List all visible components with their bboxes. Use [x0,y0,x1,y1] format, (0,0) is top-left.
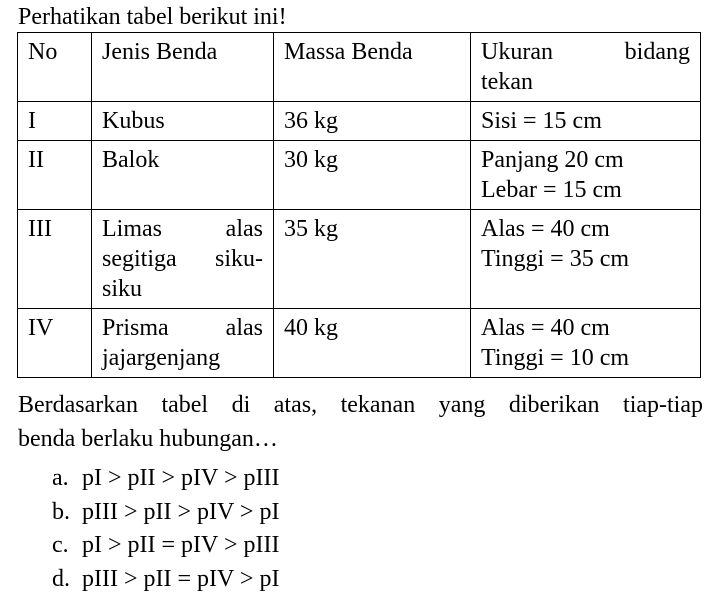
table-row [18,141,701,210]
cell-ukuran [471,210,701,309]
cell-massa: 35 kg [274,210,471,309]
cell-massa: 40 kg [274,309,471,378]
header-ukuran-line2: tekan [481,69,533,95]
answer-option-d[interactable] [52,563,279,597]
header-ukuran-bidang-tekan [471,33,701,102]
table-row [18,309,701,378]
table-row [18,102,701,141]
option-text: pI > pII > pIV > pIII [82,465,280,491]
cell-jenis [92,210,274,309]
cell-no: II [18,141,92,210]
option-letter: c. [52,532,69,558]
intro-text: Perhatikan tabel berikut ini! [18,4,287,30]
cell-ukuran-line: Tinggi = 35 cm [481,246,630,272]
cell-ukuran [471,141,701,210]
cell-jenis-line: Kubus [102,108,165,134]
cell-ukuran-line: Alas = 40 cm [481,216,610,242]
cell-massa: 36 kg [274,102,471,141]
header-ukuran-word1: Ukuran [481,39,553,65]
cell-jenis-line: jajargenjang [102,345,221,371]
option-letter: a. [52,465,69,491]
header-ukuran-word2: bidang [624,39,690,65]
answer-option-c[interactable] [52,529,279,563]
cell-no: IV [18,309,92,378]
cell-ukuran [471,309,701,378]
option-letter: d. [52,565,70,592]
cell-jenis-line: Limas alas [102,216,263,242]
answer-options [52,462,279,596]
cell-no: I [18,102,92,141]
header-ukuran-line1 [481,37,690,67]
question-line: benda berlaku hubungan… [18,426,278,452]
option-letter: b. [52,498,70,525]
header-no: No [18,33,92,102]
table-header-row [18,33,701,102]
option-text: pIII > pII = pIV > pI [82,565,280,592]
cell-jenis [92,141,274,210]
table-row [18,210,701,309]
cell-jenis [92,309,274,378]
cell-no: III [18,210,92,309]
cell-jenis-line: siku [102,276,143,302]
cell-ukuran [471,102,701,141]
option-text: pI > pII = pIV > pIII [82,532,280,558]
cell-jenis-line: Prisma alas [102,315,263,341]
question-text [18,388,703,456]
data-table [17,32,701,378]
cell-massa: 30 kg [274,141,471,210]
question-line: Berdasarkan tabel di atas, tekanan yang diberikan tiap-tiap [18,392,703,418]
cell-ukuran-line: Lebar = 15 cm [481,177,622,203]
answer-option-b[interactable] [52,496,279,530]
header-jenis-benda: Jenis Benda [92,33,274,102]
cell-jenis [92,102,274,141]
cell-ukuran-line: Tinggi = 10 cm [481,345,630,371]
header-massa-benda: Massa Benda [274,33,471,102]
answer-option-a[interactable] [52,462,279,496]
cell-jenis-line: Balok [102,147,160,173]
cell-ukuran-line: Alas = 40 cm [481,315,610,341]
cell-ukuran-line: Sisi = 15 cm [481,108,602,134]
cell-jenis-line: segitiga siku- [102,246,263,272]
option-text: pIII > pII > pIV > pI [82,498,280,525]
cell-ukuran-line: Panjang 20 cm [481,147,624,173]
